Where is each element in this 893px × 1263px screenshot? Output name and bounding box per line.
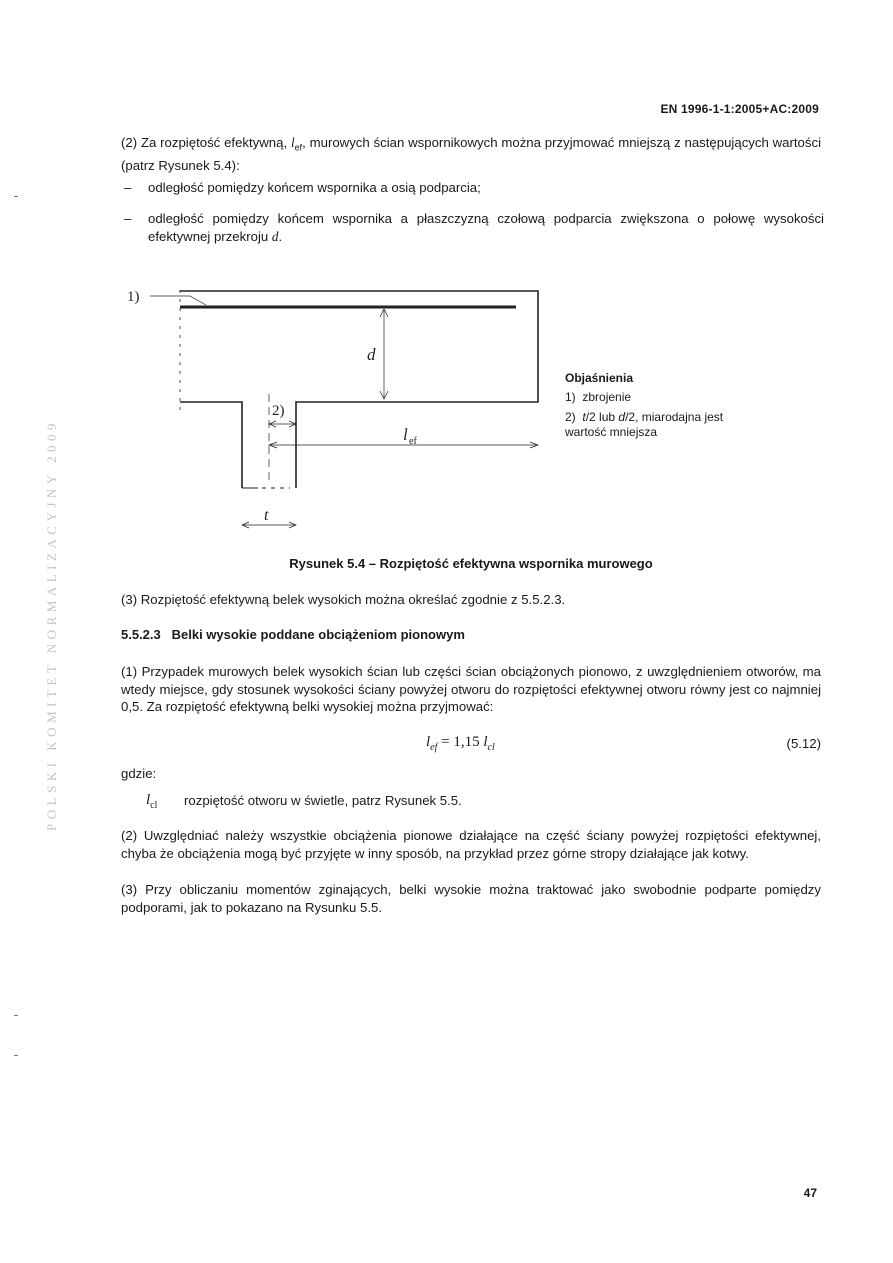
intro-symbol-l: l: [290, 135, 295, 150]
where-label: gdzie:: [121, 766, 157, 781]
formula-number: (5.12): [786, 736, 821, 751]
legend-item-1: [565, 390, 765, 405]
definition-symbol-l: l: [146, 792, 151, 808]
paragraph-moments: (3) Przy obliczaniu momentów zginających, belki wysokie można traktować jako swobodnie podparte pomiędzy podporami, jak to pokazano na Rysunku 5.5.: [121, 882, 821, 915]
legend-item-2-a: /2 lub: [585, 410, 619, 424]
section-number: 5.5.2.3: [121, 627, 161, 642]
legend-item-2-d: d: [618, 410, 626, 424]
bullet-2-symbol: d: [271, 228, 279, 244]
formula-5-12: [426, 734, 495, 753]
watermark-text: POLSKI KOMITET NORMALIZACYJNY 2009: [44, 419, 59, 831]
formula-lhs: l: [426, 734, 431, 750]
formula-rhs-sub: cl: [487, 742, 495, 753]
intro-start: (2) Za rozpiętość efektywną,: [121, 135, 291, 150]
label-reinforcement: 1): [127, 289, 140, 305]
formula-middle: = 1,15: [437, 734, 484, 750]
section-title: Belki wysokie poddane obciążeniom pionowym: [171, 627, 465, 642]
definition-symbol-sub: cl: [150, 800, 158, 811]
bullet-2-text: odległość pomiędzy końcem wspornika a płaszczyzną czołową podparcia zwiększona o połowę wysokości efektywnej przekroju: [148, 211, 824, 244]
label-d: d: [367, 345, 376, 364]
legend-item-2-b: /2, miarodajna jest wartość mniejsza: [565, 410, 724, 439]
legend-item-2-num: 2): [565, 410, 576, 424]
definition-text: rozpiętość otworu w świetle, patrz Rysunek 5.5.: [184, 793, 462, 808]
legend-title: Objaśnienia: [565, 371, 634, 385]
label-lef-sub: ef: [409, 436, 417, 447]
legend-item-2-t: t: [582, 410, 586, 424]
legend-item-1-num: 1): [565, 390, 576, 404]
scan-mark: [14, 1055, 18, 1056]
definition-symbol: [146, 792, 157, 811]
intro-end: , murowych ścian wspornikowych można przyjmować mniejszą z następujących wartości (patrz Rysunek 5.4):: [121, 135, 821, 174]
scan-mark: [14, 1015, 18, 1016]
bullet-dash: –: [124, 211, 132, 226]
cantilever-outline: [180, 291, 538, 488]
label-lef: l: [403, 425, 408, 444]
wall-left-edge: [180, 402, 242, 488]
scan-mark: [14, 196, 18, 197]
cantilever-figure: [0, 0, 893, 560]
formula-lhs-sub: ef: [430, 742, 438, 753]
intro-symbol-sub: ef: [294, 142, 303, 153]
paragraph-deep-beams: (1) Przypadek murowych belek wysokich ścian lub części ścian obciążonych pionowo, z uwzględnieniem otworów, ma wtedy miejsce, gdy stosunek wysokości ściany powyżej otworu do rozpiętości efektywnej otworu równy jest co najmniej 0,5. Za rozpiętość efektywną belki wysokiej można przyjmować:: [121, 664, 821, 714]
legend-item-1-text: zbrojenie: [582, 390, 632, 404]
leader-1: [150, 296, 206, 305]
figure-caption: Rysunek 5.4 – Rozpiętość efektywna wspornika murowego: [289, 556, 653, 571]
legend-item-2: [565, 410, 765, 440]
formula-rhs: l: [483, 734, 488, 750]
bullet-2-end: .: [278, 228, 283, 244]
section-heading: [121, 627, 465, 642]
label-t: t: [264, 507, 269, 524]
bullet-text: odległość pomiędzy końcem wspornika a osią podparcia;: [148, 180, 481, 195]
standard-header: EN 1996-1-1:2005+AC:2009: [660, 102, 819, 116]
label-offset: 2): [272, 403, 285, 419]
page-number: 47: [803, 1186, 817, 1200]
paragraph-loads: (2) Uwzględniać należy wszystkie obciążenia pionowe działające na część ściany powyżej rozpiętości efektywnej, chyba że obciążenia mogą być przyjęte w inny sposób, na przykład przez górne stropy działające jak kotwy.: [121, 828, 821, 861]
paragraph-3: (3) Rozpiętość efektywną belek wysokich można określać zgodnie z 5.5.2.3.: [121, 592, 566, 607]
bullet-dash: –: [124, 180, 132, 195]
